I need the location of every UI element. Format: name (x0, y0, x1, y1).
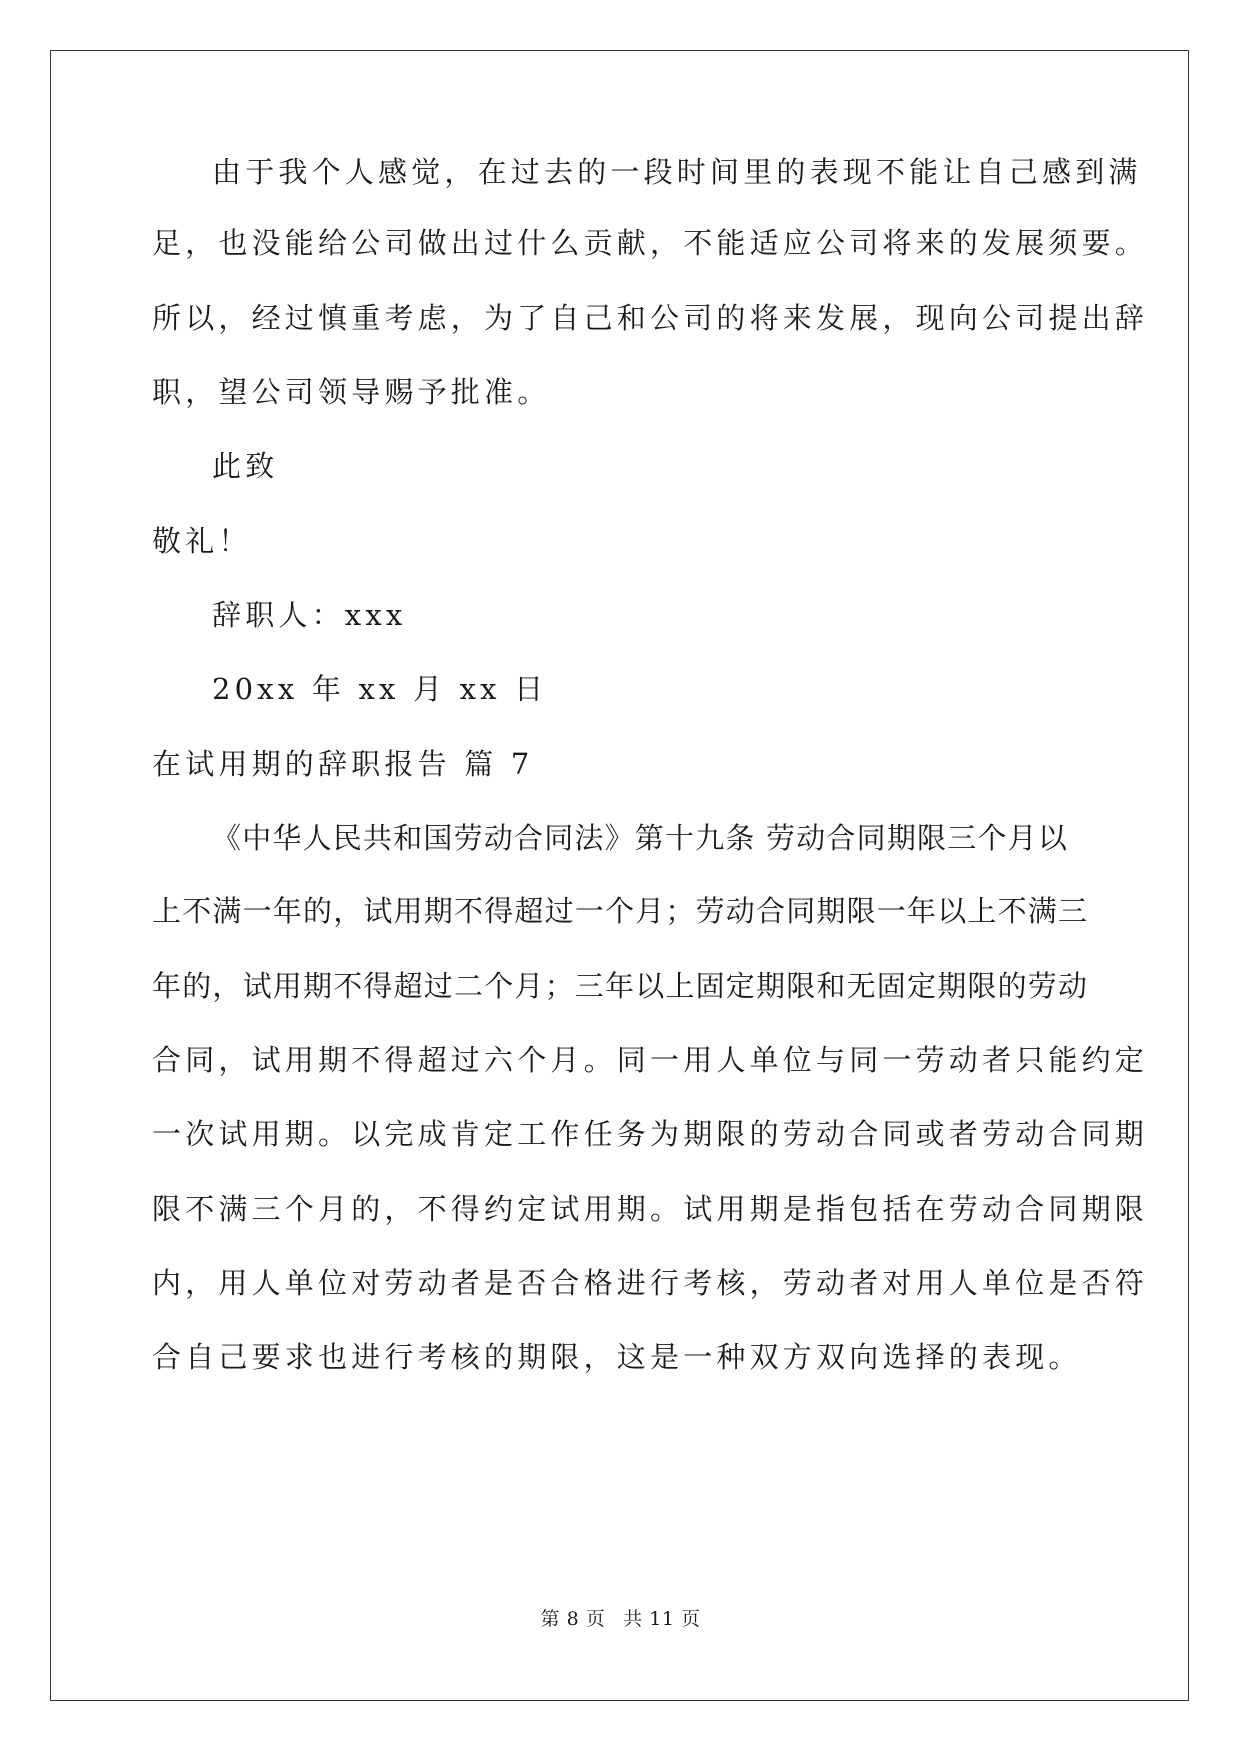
paragraph-line: 足，也没能给公司做出过什么贡献，不能适应公司将来的发展须要。 (152, 226, 1149, 260)
paragraph-line: 职，望公司领导赐予批准。 (152, 375, 551, 409)
section-heading: 在试用期的辞职报告 篇 7 (152, 747, 534, 781)
signature-line: 辞职人：xxx (212, 598, 407, 632)
paragraph-line: 上不满一年的，试用期不得超过一个月；劳动合同期限一年以上不满三 (152, 894, 1089, 928)
paragraph-line: 限不满三个月的，不得约定试用期。试用期是指包括在劳动合同期限 (152, 1192, 1149, 1226)
paragraph-line: 《中华人民共和国劳动合同法》第十九条 劳动合同期限三个月以 (212, 821, 1069, 855)
salutation-line: 此致 (212, 449, 279, 483)
page-number: 第 8 页 (540, 1608, 606, 1630)
page-footer (0, 1607, 1241, 1631)
paragraph-line: 一次试用期。以完成肯定工作任务为期限的劳动合同或者劳动合同期 (152, 1117, 1149, 1151)
regards-line: 敬礼！ (152, 524, 252, 558)
paragraph-line: 内，用人单位对劳动者是否合格进行考核，劳动者对用人单位是否符 (152, 1266, 1149, 1300)
paragraph-line: 年的，试用期不得超过二个月；三年以上固定期限和无固定期限的劳动 (152, 969, 1089, 1003)
date-line: 20xx 年 xx 月 xx 日 (212, 672, 548, 706)
paragraph-line: 合同，试用期不得超过六个月。同一用人单位与同一劳动者只能约定 (152, 1043, 1149, 1077)
paragraph-line: 合自己要求也进行考核的期限，这是一种双方双向选择的表现。 (152, 1340, 1082, 1374)
page-total: 共 11 页 (623, 1608, 701, 1630)
paragraph-line: 所以，经过慎重考虑，为了自己和公司的将来发展，现向公司提出辞 (152, 301, 1149, 335)
paragraph-line: 由于我个人感觉，在过去的一段时间里的表现不能让自己感到满 (212, 155, 1142, 189)
